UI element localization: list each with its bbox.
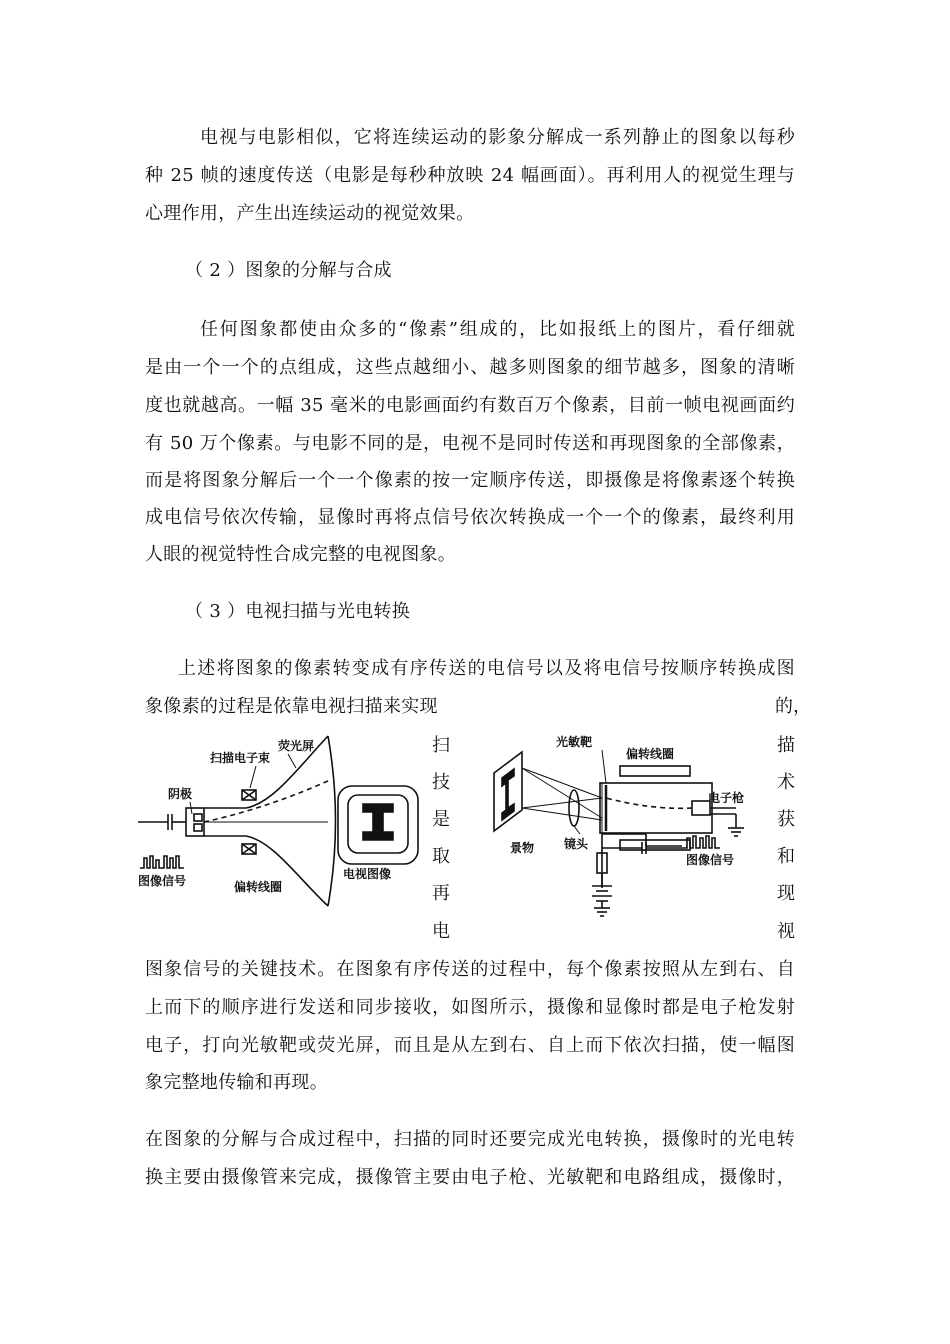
paragraph-4-line-2: 换主要由摄像管来完成，摄像管主要由电子枪、光敏靶和电路组成，摄像时， xyxy=(145,1167,795,1188)
paragraph-3-line-6: 象完整地传输和再现。 xyxy=(145,1072,328,1093)
paragraph-4-line-1: 在图象的分解与合成过程中，扫描的同时还要完成光电转换，摄像时的光电转 xyxy=(145,1129,795,1150)
paragraph-2-line-1: 任何图象都使由众多的“像素”组成的，比如报纸上的图片，看仔细就 xyxy=(200,319,795,340)
label-lens: 镜头 xyxy=(564,837,589,851)
label-deflection-coil: 偏转线圈 xyxy=(626,747,675,761)
paragraph-2-line-5: 而是将图象分解后一个一个像素的按一定顺序传送，即摄像是将像素逐个转换 xyxy=(145,470,795,491)
paragraph-3-line-5: 电子，打向光敏靶或荧光屏，而且是从左到右、自上而下依次扫描，使一幅图 xyxy=(145,1035,795,1056)
wrap-char-right: 视 xyxy=(777,921,795,942)
wrap-char-left: 扫 xyxy=(432,735,450,756)
paragraph-2-line-6: 成电信号依次传输，显像时再将点信号依次转换成一个一个的像素，最终利用 xyxy=(145,507,795,528)
paragraph-2-line-3: 度也就越高。一幅 35 毫米的电影画面约有数百万个像素，目前一帧电视画面约 xyxy=(145,395,795,416)
paragraph-3-line-1: 上述将图象的像素转变成有序传送的电信号以及将电信号按顺序转换成图 xyxy=(178,658,795,679)
wrap-char-left: 技 xyxy=(432,772,450,793)
wrap-char-right: 描 xyxy=(777,735,795,756)
paragraph-2-line-4: 有 50 万个像素。与电影不同的是，电视不是同时传送和再现图象的全部像素， xyxy=(145,433,795,454)
label-scene: 景物 xyxy=(510,841,535,855)
paragraph-1-line-2: 种 25 帧的速度传送（电影是每秒种放映 24 幅画面）。再利用人的视觉生理与 xyxy=(145,165,795,186)
picture-tube-diagram xyxy=(138,728,423,908)
section-heading-2: （ 2 ）图象的分解与合成 xyxy=(185,260,392,281)
label-phosphor-screen: 荧光屏 xyxy=(278,739,315,753)
camera-tube-diagram xyxy=(482,728,764,923)
paragraph-3-line-2-end: 的， xyxy=(775,696,811,717)
wrap-char-left: 电 xyxy=(432,921,450,942)
wrap-char-right: 获 xyxy=(777,809,795,830)
label-tv-image: 电视图像 xyxy=(343,867,392,881)
paragraph-1-line-3: 心理作用，产生出连续运动的视觉效果。 xyxy=(145,203,475,224)
section-heading-3: （ 3 ）电视扫描与光电转换 xyxy=(185,601,411,622)
wrap-char-left: 再 xyxy=(432,883,450,904)
label-cathode: 阴极 xyxy=(168,787,193,801)
paragraph-3-line-4: 上而下的顺序进行发送和同步接收，如图所示，摄像和显像时都是电子枪发射 xyxy=(145,997,795,1018)
wrap-char-right: 和 xyxy=(777,846,795,867)
label-scan-beam: 扫描电子束 xyxy=(210,751,271,765)
paragraph-2-line-7: 人眼的视觉特性合成完整的电视图象。 xyxy=(145,544,457,565)
paragraph-1-line-1: 电视与电影相似，它将连续运动的影象分解成一系列静止的图象以每秒 xyxy=(200,127,795,148)
wrap-char-left: 取 xyxy=(432,846,450,867)
wrap-char-right: 现 xyxy=(777,883,795,904)
paragraph-3-line-2: 象像素的过程是依靠电视扫描来实现 xyxy=(145,696,438,717)
label-deflection-coil: 偏转线圈 xyxy=(234,880,283,894)
label-image-signal: 图像信号 xyxy=(138,874,187,888)
paragraph-3-line-3: 图象信号的关键技术。在图象有序传送的过程中，每个像素按照从左到右、自 xyxy=(145,959,795,980)
label-image-signal: 图像信号 xyxy=(686,853,735,867)
paragraph-2-line-2: 是由一个一个的点组成，这些点越细小、越多则图象的细节越多，图象的清晰 xyxy=(145,357,795,378)
wrap-char-left: 是 xyxy=(432,809,450,830)
label-electron-gun: 电子枪 xyxy=(708,791,745,805)
wrap-char-right: 术 xyxy=(777,772,795,793)
label-photosensitive-target: 光敏靶 xyxy=(556,735,593,749)
